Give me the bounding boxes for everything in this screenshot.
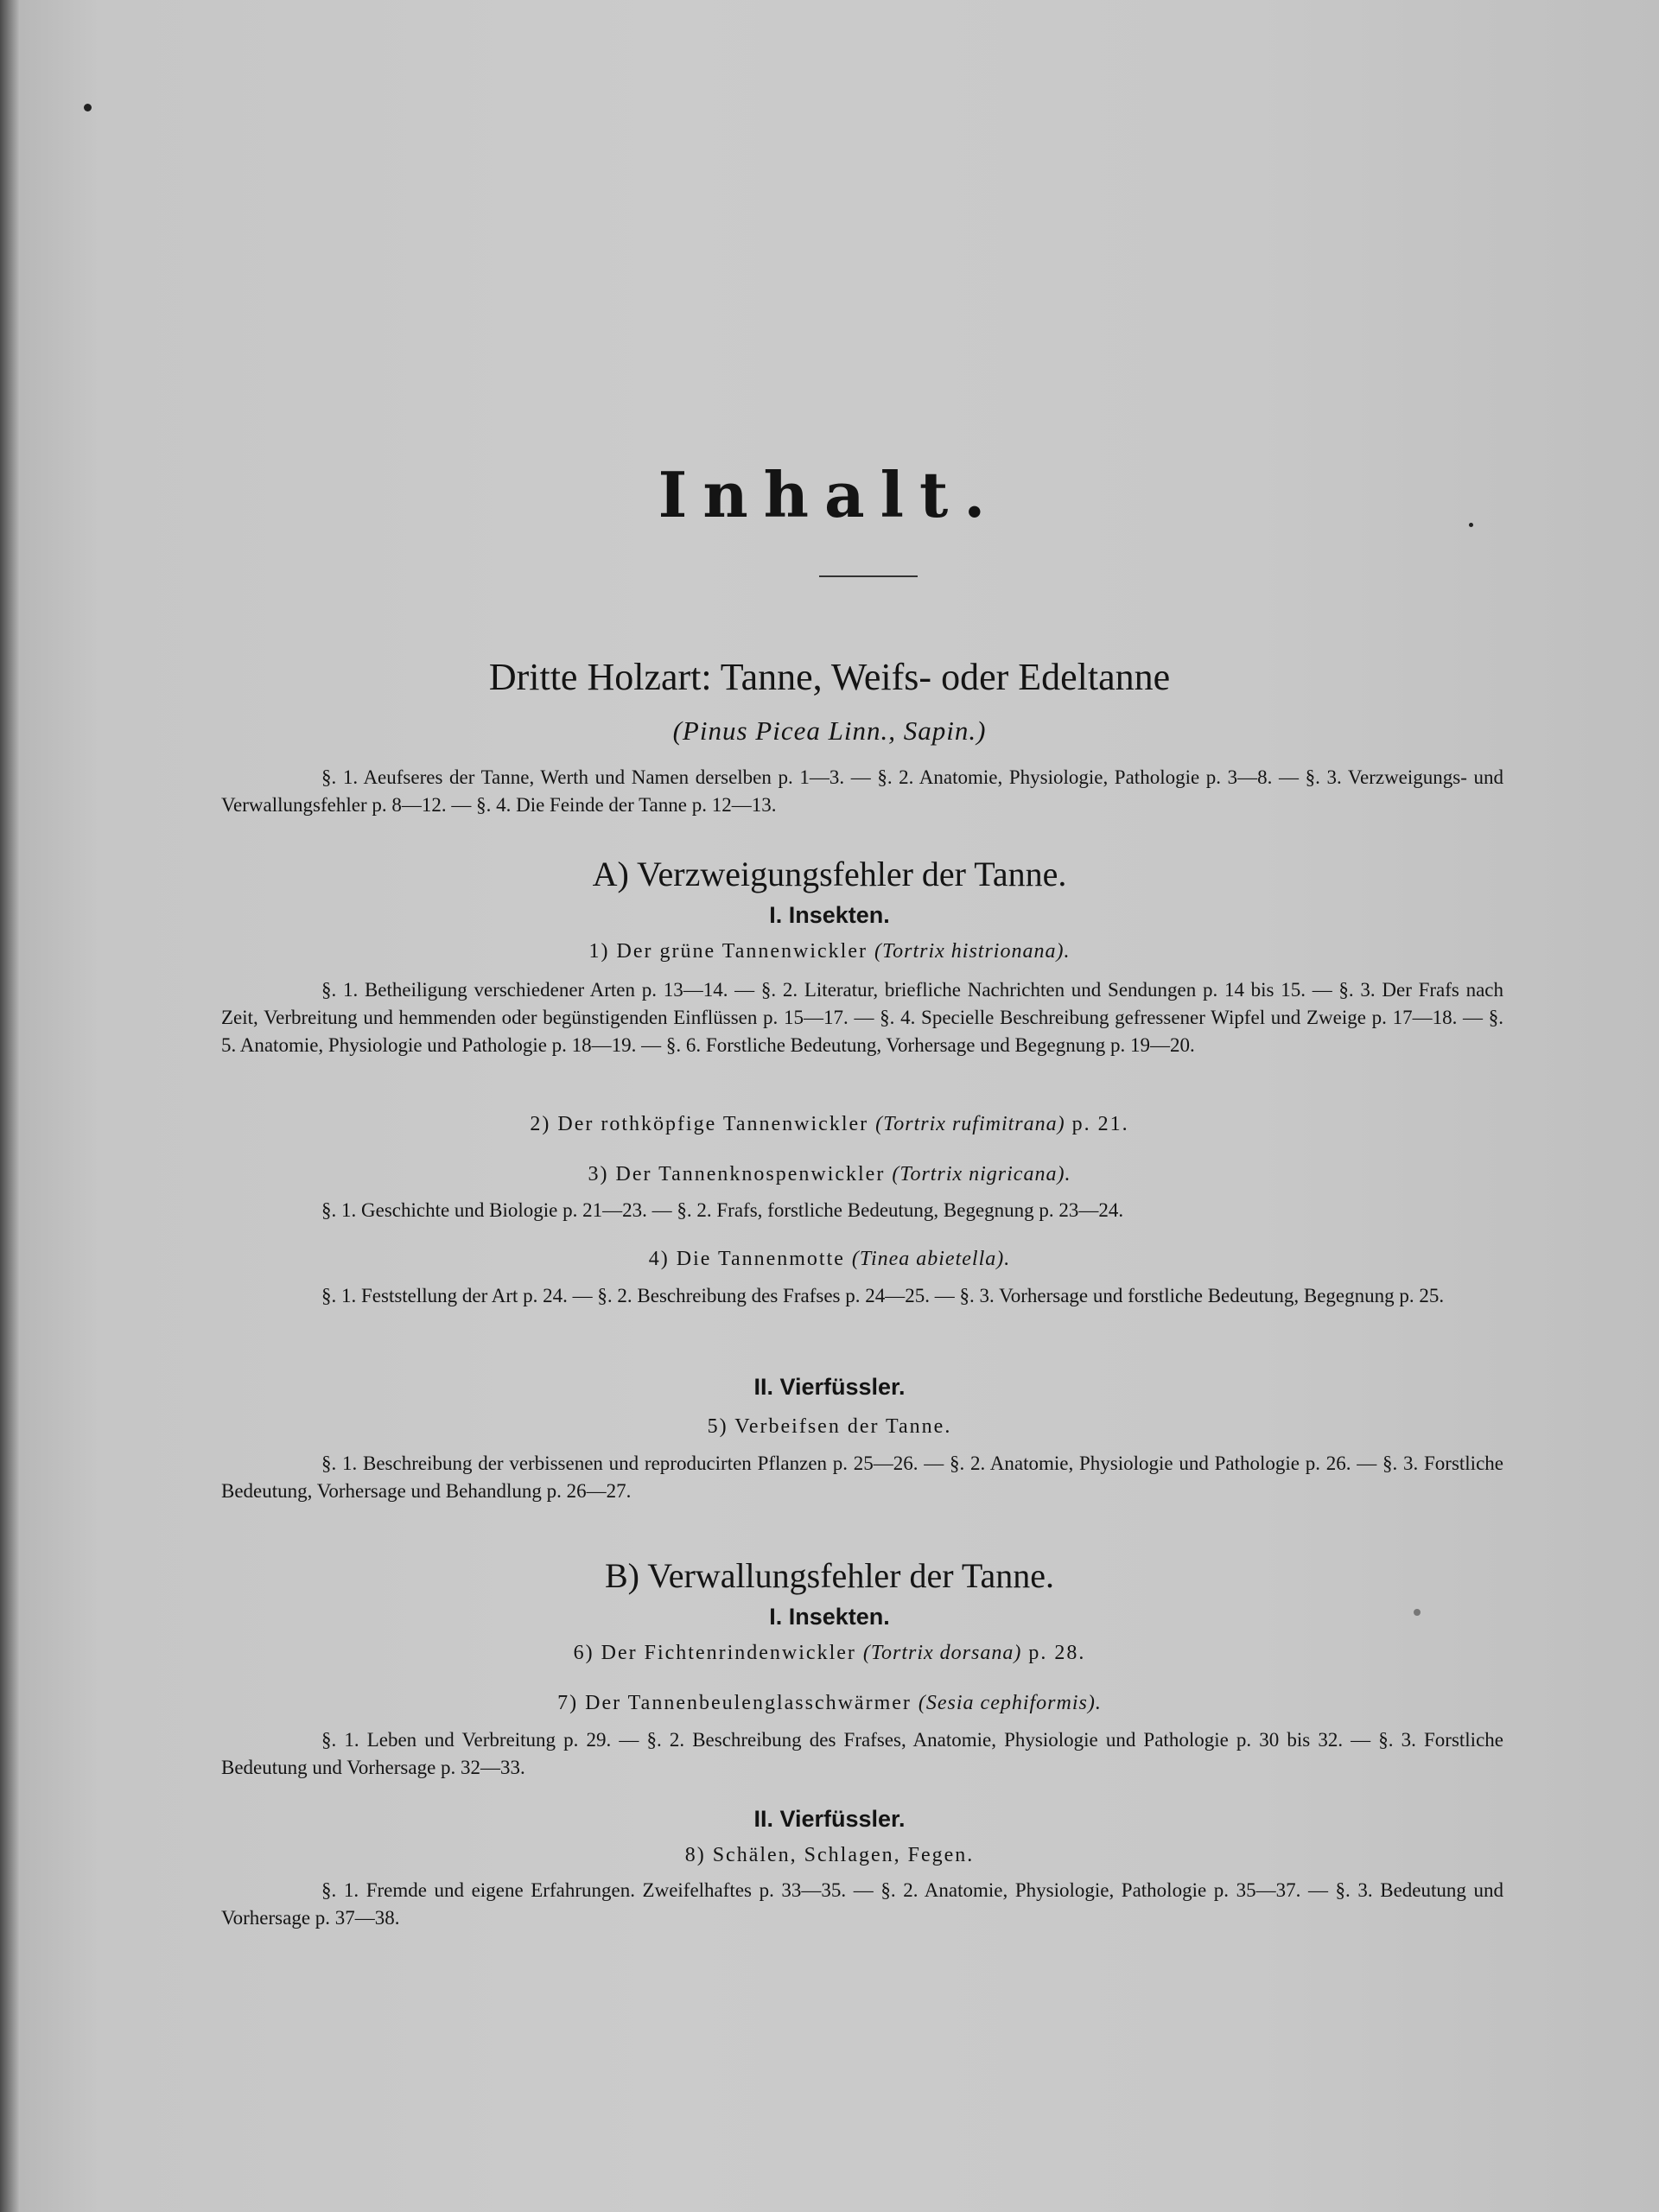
entry-3-latin: (Tortrix nigricana). (892, 1163, 1071, 1185)
entry-7-title (0, 1692, 1659, 1715)
entry-6-label: 6) Der Fichtenrindenwickler (573, 1642, 856, 1664)
section-title: Dritte Holzart: Tanne, Weifs- oder Edeltanne (488, 656, 1171, 698)
entry-7-paragraph: §. 1. Leben und Verbreitung p. 29. — §. 2. Beschreibung des Frafses, Anatomie, Physiologie und Pathologie p. 30 bis 32. — §. 3. Forstliche Bedeutung und Vorhersage p. 32—33. (221, 1729, 1503, 1778)
entry-6-page: p. 28. (1028, 1642, 1086, 1664)
part-b-insects-heading: I. Insekten. (769, 1604, 890, 1630)
entry-1-paragraph: §. 1. Betheiligung verschiedener Arten p. 13—14. — §. 2. Literatur, briefliche Nachrichten und Sendungen p. 14 bis 15. — §. 3. Der Frafs nach Zeit, Verbreitung und hemmenden oder begünstigenden Einflüssen p. 15—17. — §. 4. Specielle Beschreibung gefressener Wipfel und Zweige p. 17—18. — §. 5. Anatomie, Physiologie und Pathologie p. 18—19. — §. 6. Forstliche Bedeutung, Vorhersage und Begegnung p. 19—20. (221, 979, 1503, 1056)
part-b-quadrupeds-heading: II. Vierfüssler. (753, 1806, 906, 1832)
entry-8-title: 8) Schälen, Schlagen, Fegen. (684, 1844, 975, 1866)
ink-speck (84, 104, 92, 111)
entry-8-paragraph: §. 1. Fremde und eigene Erfahrungen. Zweifelhaftes p. 33—35. — §. 2. Anatomie, Physiologie, Pathologie p. 35—37. — §. 3. Bedeutung und Vorhersage p. 37—38. (221, 1879, 1503, 1929)
entry-2-page: p. 21. (1071, 1113, 1129, 1135)
title-divider (819, 575, 918, 577)
section-intro-paragraph: §. 1. Aeufseres der Tanne, Werth und Namen derselben p. 1—3. — §. 2. Anatomie, Physiologie, Pathologie p. 3—8. — §. 3. Verzweigungs- und Verwallungsfehler p. 8—12. — §. 4. Die Feinde der Tanne p. 12—13. (221, 766, 1503, 816)
part-b-heading: B) Verwallungsfehler der Tanne. (605, 1556, 1054, 1595)
entry-5-title: 5) Verbeifsen der Tanne. (707, 1415, 952, 1438)
entry-6-latin: (Tortrix dorsana) (862, 1642, 1022, 1664)
entry-3-label: 3) Der Tannenknospenwickler (588, 1163, 886, 1185)
entry-2-title (0, 1113, 1659, 1136)
entry-4-paragraph: §. 1. Feststellung der Art p. 24. — §. 2. Beschreibung des Frafses p. 24—25. — §. 3. Vorhersage und forstliche Bedeutung, Begegnung p. 25. (321, 1285, 1445, 1306)
book-spine-shadow (0, 0, 19, 2212)
entry-4-title (0, 1248, 1659, 1271)
entry-1-latin: (Tortrix histrionana). (874, 940, 1071, 963)
entry-1-label: 1) Der grüne Tannenwickler (588, 940, 868, 963)
entry-5-paragraph: §. 1. Beschreibung der verbissenen und reproducirten Pflanzen p. 25—26. — §. 2. Anatomie, Physiologie und Pathologie p. 26. — §. 3. Forstliche Bedeutung, Vorhersage und Behandlung p. 26—27. (221, 1452, 1503, 1502)
part-a-insects-heading: I. Insekten. (769, 902, 890, 928)
part-a-heading: A) Verzweigungsfehler der Tanne. (592, 855, 1067, 893)
entry-2-label: 2) Der rothköpfige Tannenwickler (530, 1113, 869, 1135)
entry-7-label: 7) Der Tannenbeulenglasschwärmer (557, 1692, 912, 1714)
section-latin-name (0, 715, 1659, 747)
latin-name: (Pinus Picea Linn., Sapin.) (672, 715, 987, 746)
entry-4-latin: (Tinea abietella). (851, 1248, 1011, 1270)
entry-4-label: 4) Die Tannenmotte (648, 1248, 845, 1270)
page-title: Inhalt. (658, 458, 1001, 531)
part-a-quadrupeds-heading: II. Vierfüssler. (753, 1374, 906, 1400)
entry-3-title (0, 1163, 1659, 1186)
entry-3-paragraph: §. 1. Geschichte und Biologie p. 21—23. — §. 2. Frafs, forstliche Bedeutung, Begegnung p. 23—24. (321, 1199, 1124, 1221)
entry-1-title (0, 940, 1659, 963)
entry-2-latin: (Tortrix rufimitrana) (875, 1113, 1065, 1135)
entry-6-title (0, 1642, 1659, 1665)
entry-7-latin: (Sesia cephiformis). (918, 1692, 1102, 1714)
